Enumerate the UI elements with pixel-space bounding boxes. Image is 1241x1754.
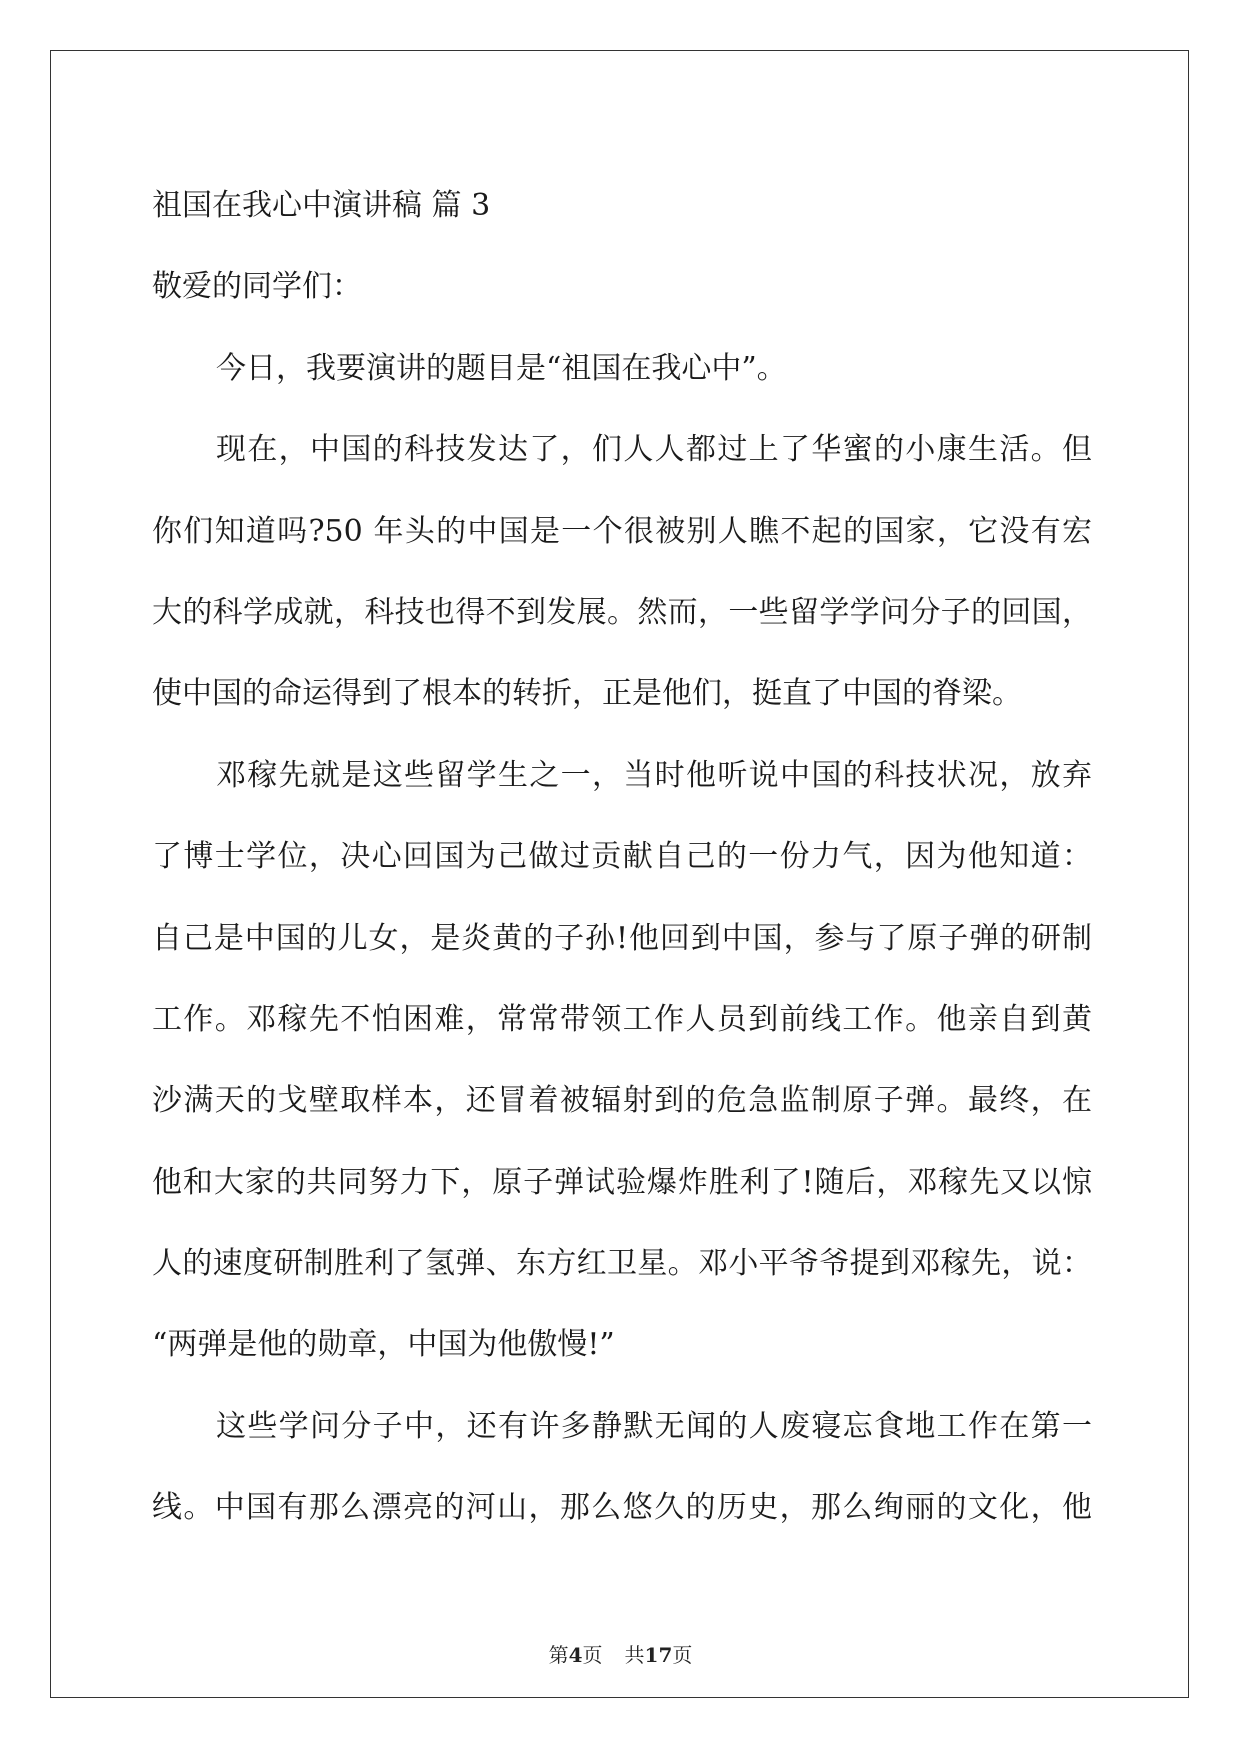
text-line: 现在，中国的科技发达了，们人人都过上了华蜜的小康生活。但 (216, 432, 1092, 468)
footer-total-number: 17 (644, 1643, 673, 1667)
footer-page-number: 4 (568, 1643, 583, 1667)
text-line: 了博士学位，决心回国为己做过贡献自己的一份力气，因为他知道： (152, 839, 1092, 875)
text-line: “两弹是他的勋章，中国为他傲慢!” (152, 1327, 615, 1363)
text-line: 大的科学成就，科技也得不到发展。然而，一些留学学问分子的回国， (152, 594, 1092, 630)
text-line: 工作。邓稼先不怕困难，常常带领工作人员到前线工作。他亲自到黄 (152, 1001, 1092, 1037)
text-line: 这些学问分子中，还有许多静默无闻的人废寝忘食地工作在第一 (216, 1408, 1092, 1444)
footer-total-suffix: 页 (672, 1643, 693, 1667)
footer-page-prefix: 第 (548, 1643, 569, 1667)
text-line: 使中国的命运得到了根本的转折，正是他们，挺直了中国的脊梁。 (152, 676, 1022, 712)
document-title: 祖国在我心中演讲稿 篇 3 (152, 188, 491, 223)
text-line: 你们知道吗?50 年头的中国是一个很被别人瞧不起的国家，它没有宏 (152, 513, 1092, 549)
text-line: 人的速度研制胜利了氢弹、东方红卫星。邓小平爷爷提到邓稼先，说： (152, 1246, 1092, 1282)
text-line: 邓稼先就是这些留学生之一，当时他听说中国的科技状况，放弃 (216, 757, 1092, 793)
text-line: 自己是中国的儿女，是炎黄的子孙!他回到中国，参与了原子弹的研制 (152, 920, 1092, 956)
text-line: 他和大家的共同努力下，原子弹试验爆炸胜利了!随后，邓稼先又以惊 (152, 1164, 1092, 1200)
text-line: 敬爱的同学们： (152, 269, 362, 305)
document-body (152, 165, 1092, 1549)
page-footer (0, 1639, 1241, 1668)
footer-page-suffix: 页 (582, 1643, 603, 1667)
footer-total-prefix: 共 (624, 1643, 645, 1667)
text-line: 今日，我要演讲的题目是“祖国在我心中”。 (216, 350, 787, 386)
text-line: 沙满天的戈壁取样本，还冒着被辐射到的危急监制原子弹。最终，在 (152, 1083, 1092, 1119)
text-line: 线。中国有那么漂亮的河山，那么悠久的历史，那么绚丽的文化，他 (152, 1490, 1092, 1526)
